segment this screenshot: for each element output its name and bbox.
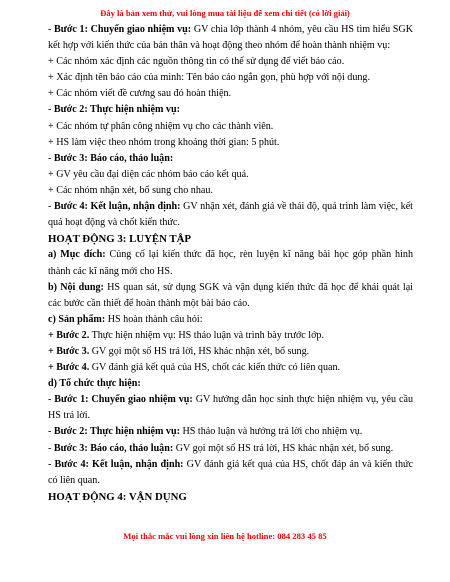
bold-label: Bước 1: Chuyển giao nhiệm vụ: [54,394,193,406]
paragraph: - Bước 4: Kết luận, nhận định: GV đánh giá kết quả của HS, chốt đáp án và kiến thức có liên quan. [48,458,413,486]
bold-label: + Bước 4. [48,362,90,374]
hotline-banner: Mọi thắc mắc vui lòng xin liên hệ hotline: 084 283 45 85 [123,531,327,541]
paragraph [48,86,413,102]
paragraph [48,312,413,328]
paragraph [48,70,413,86]
bold-label: HOẠT ĐỘNG 3: LUYỆN TẬP [48,233,191,246]
paragraph-text: + HS làm việc theo nhóm trong khoảng thời gian: 5 phút. [48,136,280,148]
paragraph-text: GV đánh giá kết quả của HS, chốt các kiến thức có liên quan. [89,362,341,374]
paragraph-text: + Các nhóm tự phân công nhiệm vụ cho các thành viên. [48,120,274,132]
paragraph-text: GV gọi một số HS trả lời, HS khác nhận xét, bổ sung. [173,442,394,454]
paragraph-text: + GV yêu cầu đại diện các nhóm báo cáo kết quả. [48,168,249,180]
bold-label: Bước 3: Báo cáo, thảo luận: [53,442,174,454]
paragraph [48,119,413,135]
paragraph [48,183,413,199]
paragraph [48,328,413,344]
paragraph [48,54,413,70]
bold-label: Bước 2: Thực hiện nhiệm vụ: [53,104,180,116]
paragraph: - Bước 3: Báo cáo, thảo luận: [48,152,174,164]
paragraph-text: HS thảo luận và hướng trả lời cho nhiệm vụ. [179,426,363,438]
paragraph: - Bước 3: Báo cáo, thảo luận: GV gọi một số HS trả lời, HS khác nhận xét, bổ sung. [48,442,394,454]
paragraph: - Bước 4: Kết luận, nhận định: GV nhận xét, đánh giá về thái độ, quá trình làm việc, kết quả hoạt động và chốt kiến thức. [48,201,413,229]
preview-banner: Đây là bản xem thử, vui lòng mua tài liệu để xem chi tiết (có lời giải) [100,8,350,18]
bold-label: b) Nội dung: [48,281,104,293]
bold-label: Bước 4: Kết luận, nhận định: [54,458,184,470]
bold-label: Bước 2: Thực hiện nhiệm vụ: [53,426,180,438]
bold-label: + Bước 2. [48,329,90,341]
paragraph-text: HS quan sát, sử dụng SGK và vận dụng kiến thức đã học để khái quát lại các bước cần thiết để hoàn thành một bài báo cáo. [48,281,413,309]
paragraph [48,360,413,376]
paragraph-text: GV gọi một số HS trả lời, HS khác nhận xét, bổ sung. [89,345,310,357]
paragraph-text: + Các nhóm xác định các nguồn thông tin có thể sử dụng để viết báo cáo. [48,56,345,68]
bold-label: c) Sản phẩm: [48,313,106,325]
paragraph: - Bước 1: Chuyển giao nhiệm vụ: GV hướng dẫn học sinh thực hiện nhiệm vụ, yêu cầu HS trả lời. [48,394,413,422]
paragraph [48,135,413,151]
section-heading [48,489,413,505]
paragraph: - Bước 2: Thực hiện nhiệm vụ: [48,104,180,116]
paragraph-text: Thực hiện nhiệm vụ: HS thảo luận và trình bày trước lớp. [89,329,324,341]
document-body [48,22,413,505]
paragraph [48,376,413,392]
paragraph [48,247,413,279]
section-heading [48,231,413,247]
paragraph-text: Củng cố lại kiến thức đã học, rèn luyện kĩ năng bài học góp phần hình thành các kĩ năng mới cho HS. [48,249,413,277]
bold-label: Bước 4: Kết luận, nhận định: [53,201,181,213]
paragraph [48,344,413,360]
paragraph-text: GV hướng dẫn học sinh thực hiện nhiệm vụ, yêu cầu HS trả lời. [48,394,413,422]
paragraph-text: + Các nhóm nhận xét, bổ sung cho nhau. [48,184,213,196]
paragraph [48,280,413,312]
paragraph-text: GV đánh giá kết quả của HS, chốt đáp án và kiến thức có liên quan. [48,458,413,486]
paragraph: - Bước 1: Chuyển giao nhiệm vụ: GV chia lớp thành 4 nhóm, yêu cầu HS tìm hiểu SGK kết hợp với kiến thức của bản thân và hoạt động theo nhóm để hoàn thành nhiệm vụ: [48,24,413,52]
bold-label: d) Tổ chức thực hiện: [48,378,141,390]
paragraph-text: + Xác định tên báo cáo của mình: Tên báo cáo ngắn gọn, phù hợp với nội dung. [48,72,371,84]
paragraph: - Bước 2: Thực hiện nhiệm vụ: HS thảo luận và hướng trả lời cho nhiệm vụ. [48,426,363,438]
bold-label: + Bước 3. [48,345,90,357]
bold-label: Bước 3: Báo cáo, thảo luận: [53,152,174,164]
bold-label: HOẠT ĐỘNG 4: VẬN DỤNG [48,490,187,503]
paragraph-text: HS hoàn thành câu hỏi: [105,313,203,325]
paragraph-text: GV chia lớp thành 4 nhóm, yêu cầu HS tìm hiểu SGK kết hợp với kiến thức của bản thân và hoạt động theo nhóm để hoàn thành nhiệm vụ: [48,24,413,52]
paragraph-text: + Các nhóm viết đề cương sau đó hoàn thiện. [48,88,232,100]
bold-label: a) Mục đích: [48,249,106,261]
bold-label: Bước 1: Chuyển giao nhiệm vụ: [54,24,192,35]
paragraph-text: GV nhận xét, đánh giá về thái độ, quá trình làm việc, kết quả hoạt động và chốt kiến thức. [48,201,413,229]
paragraph [48,167,413,183]
